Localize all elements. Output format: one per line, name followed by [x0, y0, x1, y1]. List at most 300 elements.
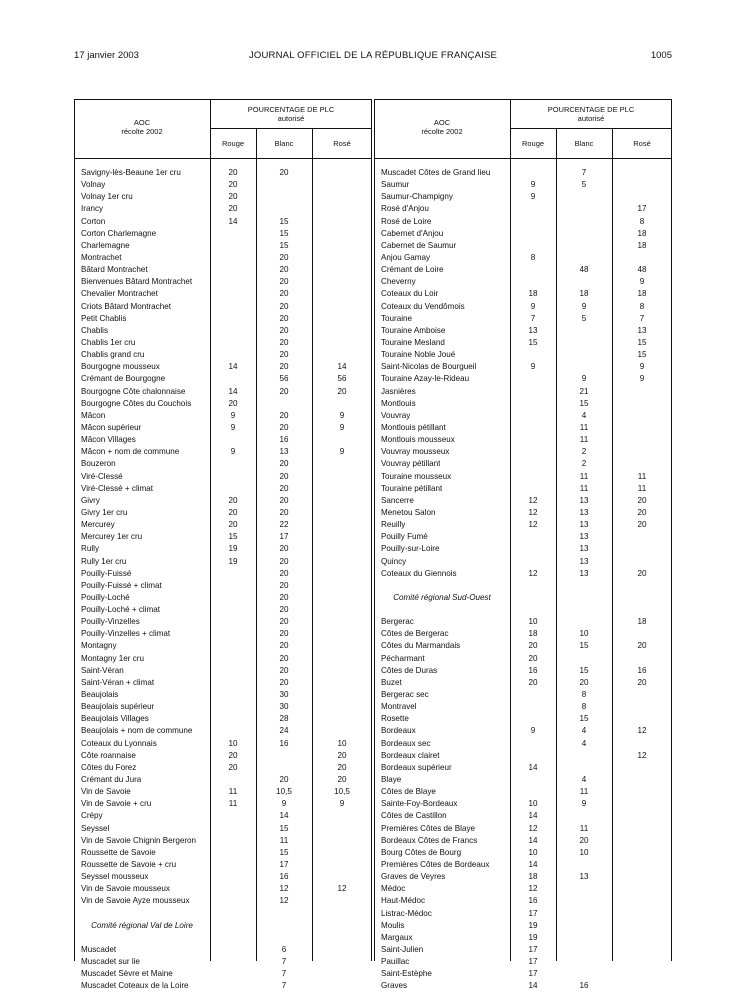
blanc-value: 20: [279, 483, 289, 493]
table-row: [74, 507, 372, 519]
table-row: [74, 288, 372, 300]
rose-value: 9: [339, 799, 345, 809]
page-header: [74, 50, 672, 64]
rouge-value: 18: [528, 629, 538, 639]
table-row: [374, 786, 672, 798]
rose-value: 14: [337, 362, 347, 372]
table-row: [74, 519, 372, 531]
blanc-value: 4: [581, 775, 587, 785]
rose-value: 15: [637, 337, 647, 347]
table-row: [374, 944, 672, 956]
aoc-name: Pouilly Fumé: [381, 532, 428, 542]
table-row: [74, 349, 372, 361]
table-row: [74, 592, 372, 604]
aoc-name: Crémant de Loire: [381, 265, 444, 275]
blanc-value: 12: [279, 896, 289, 906]
aoc-name: Chablis: [81, 325, 108, 335]
table-row: [74, 580, 372, 592]
rouge-value: 9: [530, 301, 536, 311]
blanc-value: 11: [579, 823, 589, 833]
table-row: [74, 531, 372, 543]
table-row: [74, 883, 372, 895]
aoc-name: Crémant de Bourgogne: [81, 374, 166, 384]
rouge-value: 14: [528, 762, 538, 772]
rouge-value: 11: [228, 787, 238, 797]
aoc-name: Pouilly-Fuissé: [81, 568, 132, 578]
rouge-column-header: Rouge: [521, 139, 545, 148]
table-row: [374, 640, 672, 652]
aoc-name: Vin de Savoie + cru: [81, 799, 152, 809]
aoc-name: Bordeaux sec: [381, 738, 431, 748]
blanc-value: 4: [581, 726, 587, 736]
blanc-value: 10: [579, 629, 589, 639]
aoc-name: Côtes du Marmandais: [381, 641, 461, 651]
aoc-name: Côtes de Blaye: [381, 787, 436, 797]
aoc-name: Bergerac: [381, 617, 414, 627]
table-row: [74, 847, 372, 859]
table-row: [374, 592, 672, 604]
rose-value: 17: [637, 204, 647, 214]
rose-value: 9: [639, 374, 645, 384]
blanc-value: 4: [581, 738, 587, 748]
aoc-name: Givry 1er cru: [81, 507, 128, 517]
blanc-value: 20: [279, 617, 289, 627]
table-row: [74, 920, 372, 932]
table-row: [374, 191, 672, 203]
table-row: [74, 980, 372, 992]
rose-value: 20: [637, 520, 647, 530]
rose-value: 18: [637, 228, 647, 238]
aoc-name: Chablis 1er cru: [81, 337, 136, 347]
blanc-value: 11: [579, 787, 589, 797]
rouge-value: 10: [528, 617, 538, 627]
table-row: [374, 434, 672, 446]
rouge-value: 16: [528, 665, 538, 675]
table-row: [374, 932, 672, 944]
aoc-name: Coteaux du Loir: [381, 289, 439, 299]
blanc-value: 13: [579, 556, 589, 566]
aoc-name: Seyssel mousseux: [81, 872, 149, 882]
table-row: [374, 410, 672, 422]
blanc-value: 20: [279, 277, 289, 287]
aoc-name: Touraine Amboise: [381, 325, 446, 335]
aoc-name: Rully: [81, 544, 99, 554]
table-row: [374, 604, 672, 616]
rose-value: 9: [639, 277, 645, 287]
table-row: [374, 883, 672, 895]
rouge-value: 20: [228, 192, 238, 202]
aoc-name: Sainte-Foy-Bordeaux: [381, 799, 458, 809]
blanc-value: 24: [279, 726, 289, 736]
rouge-value: 9: [530, 180, 536, 190]
blanc-value: 20: [579, 835, 589, 845]
aoc-name: Saumur-Champigny: [381, 192, 453, 202]
rose-value: 20: [637, 677, 647, 687]
aoc-name: Mâcon Villages: [81, 435, 136, 445]
table-row: [74, 835, 372, 847]
table-row: [374, 471, 672, 483]
aoc-name: Seyssel: [81, 823, 110, 833]
aoc-name: Montlouis mousseux: [381, 435, 455, 445]
blanc-value: 20: [279, 350, 289, 360]
percentage-label: POURCENTAGE DE PLC: [247, 105, 335, 114]
blanc-value: 5: [581, 180, 587, 190]
blanc-value: 20: [279, 313, 289, 323]
table-row: [74, 167, 372, 179]
rose-value: 10: [337, 738, 347, 748]
aoc-name: Rosette: [381, 714, 409, 724]
rouge-value: 14: [528, 835, 538, 845]
blanc-value: 20: [279, 653, 289, 663]
aoc-name: Givry: [81, 495, 100, 505]
aoc-name: Cabernet d'Anjou: [381, 228, 444, 238]
blanc-value: 11: [579, 471, 589, 481]
aoc-name: Savigny-lès-Beaune 1er cru: [81, 168, 181, 177]
rouge-value: 20: [228, 750, 238, 760]
table-row: [374, 373, 672, 385]
table-row: [74, 932, 372, 944]
table-row: [374, 179, 672, 191]
table-row: [74, 677, 372, 689]
table-row: [374, 895, 672, 907]
aoc-name: Premières Côtes de Blaye: [381, 823, 476, 833]
aoc-name: Saint-Julien: [381, 945, 424, 954]
aoc-name: Mâcon supérieur: [81, 422, 142, 432]
blanc-value: 15: [579, 641, 589, 651]
aoc-name: Quincy: [381, 556, 407, 566]
blanc-value: 20: [279, 410, 289, 420]
rouge-value: 14: [528, 860, 538, 870]
blanc-value: 20: [279, 495, 289, 505]
blanc-value: 20: [279, 677, 289, 687]
table-row: [74, 604, 372, 616]
aoc-label: AOC: [433, 118, 451, 127]
table-row: [374, 616, 672, 628]
table-row: [74, 738, 372, 750]
table-row: [374, 398, 672, 410]
table-row: [74, 301, 372, 313]
aoc-name: Montagny: [81, 641, 117, 651]
table-row: [74, 446, 372, 458]
rouge-value: 14: [228, 386, 238, 396]
rouge-value: 20: [228, 180, 238, 190]
aoc-name: Médoc: [381, 884, 406, 894]
blanc-value: 11: [279, 835, 289, 845]
aoc-name: Rosé d'Anjou: [381, 204, 429, 214]
header-divider: [74, 158, 372, 159]
rouge-value: 12: [528, 495, 538, 505]
table-row: [374, 301, 672, 313]
blanc-value: 20: [279, 544, 289, 554]
aoc-name: Corton Charlemagne: [81, 228, 157, 238]
table-body: [374, 167, 672, 993]
aoc-name: Bordeaux supérieur: [381, 762, 452, 772]
aoc-name: Cabernet de Saumur: [381, 240, 457, 250]
aoc-name: Montlouis pétillant: [381, 422, 446, 432]
rouge-value: 9: [530, 192, 536, 202]
aoc-name: Pouilly-Vinzelles: [81, 617, 140, 627]
table-row: [74, 810, 372, 822]
table-row: [374, 568, 672, 580]
aoc-name: Graves de Veyres: [381, 872, 446, 882]
aoc-name: Pouilly-Loché + climat: [81, 605, 160, 615]
table-row: [74, 968, 372, 980]
rouge-value: 8: [530, 252, 536, 262]
aoc-name: Saint-Estèphe: [381, 969, 432, 979]
table-row: [374, 968, 672, 980]
table-row: [374, 276, 672, 288]
table-row: [74, 179, 372, 191]
table-row: [374, 519, 672, 531]
rose-value: 20: [337, 762, 347, 772]
aoc-name: Graves: [381, 981, 408, 991]
aoc-column-header: [374, 118, 510, 136]
blanc-value: 13: [279, 447, 289, 457]
aoc-name: Irancy: [81, 204, 104, 214]
aoc-name: Roussette de Savoie: [81, 847, 156, 857]
aoc-name: Côtes de Duras: [381, 665, 438, 675]
blanc-value: 20: [279, 507, 289, 517]
table-row: [74, 762, 372, 774]
table-row: [74, 325, 372, 337]
rose-value: 20: [337, 386, 347, 396]
rose-value: 18: [637, 240, 647, 250]
aoc-name: Beaujolais supérieur: [81, 702, 155, 712]
aoc-name: Beaujolais Villages: [81, 714, 149, 724]
aoc-name: Menetou Salon: [381, 507, 436, 517]
rouge-value: 20: [528, 653, 538, 663]
aoc-name: Anjou Gamay: [381, 252, 431, 262]
blanc-value: 13: [579, 568, 589, 578]
aoc-name: Muscadet sur lie: [81, 957, 140, 967]
table-row: [74, 750, 372, 762]
table-row: [374, 337, 672, 349]
table-row: [74, 725, 372, 737]
blanc-value: 11: [579, 422, 589, 432]
table-row: [74, 956, 372, 968]
aoc-name: Montrachet: [81, 252, 122, 262]
table-row: [374, 264, 672, 276]
rouge-value: 9: [230, 422, 236, 432]
rouge-value: 11: [228, 799, 238, 809]
rouge-value: 15: [528, 337, 538, 347]
rouge-value: 20: [228, 398, 238, 408]
aoc-name: Saumur: [381, 180, 410, 190]
blanc-value: 20: [279, 641, 289, 651]
blanc-value: 20: [279, 459, 289, 469]
aoc-name: Viré-Clessé: [81, 471, 123, 481]
table-row: [74, 495, 372, 507]
rose-value: 12: [337, 884, 347, 894]
rose-column-header: Rosé: [333, 139, 351, 148]
subheader-divider: [210, 128, 372, 129]
table-row: [74, 458, 372, 470]
aoc-name: Chablis grand cru: [81, 350, 145, 360]
blanc-value: 30: [279, 690, 289, 700]
rouge-value: 14: [528, 981, 538, 991]
aoc-name: Muscadet Sèvre et Maine: [81, 969, 173, 979]
table-row: [374, 713, 672, 725]
aoc-name: Bordeaux: [381, 726, 416, 736]
blanc-value: 15: [579, 714, 589, 724]
rouge-column-header: Rouge: [221, 139, 245, 148]
blanc-value: 48: [579, 265, 589, 275]
table-row: [74, 398, 372, 410]
rouge-value: 20: [528, 677, 538, 687]
rouge-value: 18: [528, 289, 538, 299]
aoc-name: Pauillac: [381, 957, 410, 967]
aoc-name: Pouilly-Fuissé + climat: [81, 580, 162, 590]
table-row: [374, 495, 672, 507]
journal-title: JOURNAL OFFICIEL DE LA RÉPUBLIQUE FRANÇAISE: [248, 50, 498, 61]
rouge-value: 14: [228, 216, 238, 226]
blanc-value: 15: [579, 398, 589, 408]
aoc-name: Premières Côtes de Bordeaux: [381, 860, 490, 870]
rouge-value: 13: [528, 325, 538, 335]
table-row: [374, 847, 672, 859]
aoc-name: Touraine pétillant: [381, 483, 443, 493]
table-row: [74, 252, 372, 264]
aoc-name: Muscadet: [81, 945, 117, 954]
table-row: [74, 191, 372, 203]
aoc-name: Moulis: [381, 920, 405, 930]
blanc-value: 20: [279, 471, 289, 481]
table-row: [374, 956, 672, 968]
rouge-value: 12: [528, 507, 538, 517]
aoc-name: Reuilly: [381, 520, 406, 530]
table-row: [74, 410, 372, 422]
blanc-value: 13: [579, 507, 589, 517]
table-row: [374, 240, 672, 252]
aoc-name: Crémant du Jura: [81, 775, 142, 785]
rouge-value: 9: [230, 410, 236, 420]
aoc-name: Charlemagne: [81, 240, 130, 250]
table-row: [374, 313, 672, 325]
table-row: [374, 653, 672, 665]
blanc-value: 7: [281, 957, 287, 967]
aoc-name: Pouilly-Vinzelles + climat: [81, 629, 171, 639]
table-row: [74, 373, 372, 385]
blanc-value: 22: [279, 520, 289, 530]
rouge-value: 20: [228, 168, 238, 177]
aoc-name: Bourgogne Côte chalonnaise: [81, 386, 186, 396]
aoc-name: Rosé de Loire: [381, 216, 432, 226]
aoc-name: Volnay: [81, 180, 106, 190]
rose-value: 9: [639, 362, 645, 372]
blanc-value: 13: [579, 495, 589, 505]
percentage-header: [510, 105, 672, 123]
blanc-value: 11: [579, 435, 589, 445]
aoc-name: Coteaux du Vendômois: [381, 301, 465, 311]
rose-value: 9: [339, 447, 345, 457]
aoc-name: Montravel: [381, 702, 417, 712]
aoc-name: Touraine mousseux: [381, 471, 452, 481]
table-row: [374, 556, 672, 568]
rouge-value: 17: [528, 945, 538, 954]
blanc-value: 8: [581, 702, 587, 712]
blanc-value: 9: [581, 374, 587, 384]
blanc-value: 18: [579, 289, 589, 299]
aoc-name: Bâtard Montrachet: [81, 265, 148, 275]
table-row: [374, 325, 672, 337]
aoc-name: Muscadet Coteaux de la Loire: [81, 981, 189, 991]
blanc-value: 9: [581, 301, 587, 311]
aoc-name: Côtes de Castillon: [381, 811, 447, 821]
blanc-value: 20: [279, 337, 289, 347]
rouge-value: 14: [228, 362, 238, 372]
table-row: [374, 774, 672, 786]
table-row: [74, 859, 372, 871]
aoc-name: Vin de Savoie Chignin Bergeron: [81, 835, 197, 845]
rouge-value: 18: [528, 872, 538, 882]
table-row: [374, 810, 672, 822]
table-row: [374, 228, 672, 240]
table-row: [374, 167, 672, 179]
aoc-column-header: [74, 118, 210, 136]
blanc-value: 20: [279, 362, 289, 372]
rouge-value: 7: [530, 313, 536, 323]
aoc-name: Vin de Savoie mousseux: [81, 884, 170, 894]
aoc-name: Corton: [81, 216, 106, 226]
aoc-name: Cheverny: [381, 277, 416, 287]
aoc-table-left: [74, 99, 372, 991]
table-row: [374, 628, 672, 640]
table-row: [74, 313, 372, 325]
harvest-label: récolte 2002: [421, 127, 463, 136]
header-date: 17 janvier 2003: [74, 50, 139, 61]
aoc-name: Muscadet Côtes de Grand lieu: [381, 168, 491, 177]
table-row: [74, 276, 372, 288]
aoc-name: Roussette de Savoie + cru: [81, 860, 177, 870]
table-row: [374, 689, 672, 701]
aoc-name: Vouvray mousseux: [381, 447, 450, 457]
table-row: [74, 361, 372, 373]
blanc-value: 10: [579, 847, 589, 857]
blanc-value: 13: [579, 544, 589, 554]
aoc-name: Vouvray pétillant: [381, 459, 441, 469]
authorized-label: autorisé: [277, 114, 305, 123]
table-row: [74, 701, 372, 713]
rose-value: 56: [337, 374, 347, 384]
rouge-value: 9: [530, 726, 536, 736]
rouge-value: 19: [528, 932, 538, 942]
blanc-value: 15: [579, 665, 589, 675]
blanc-value: 13: [579, 872, 589, 882]
table-row: [74, 798, 372, 810]
aoc-name: Côtes de Bergerac: [381, 629, 449, 639]
blanc-value: 15: [279, 823, 289, 833]
blanc-value: 7: [281, 981, 287, 991]
table-row: [74, 944, 372, 956]
blanc-value: 4: [581, 410, 587, 420]
table-row: [74, 543, 372, 555]
table-row: [74, 871, 372, 883]
table-row: [374, 203, 672, 215]
table-row: [74, 228, 372, 240]
aoc-name: Beaujolais + nom de commune: [81, 726, 193, 736]
rouge-value: 20: [228, 520, 238, 530]
rose-value: 20: [337, 775, 347, 785]
aoc-name: Bourgogne mousseux: [81, 362, 160, 372]
blanc-value: 9: [581, 799, 587, 809]
table-row: [374, 422, 672, 434]
aoc-name: Pouilly-Loché: [81, 592, 130, 602]
table-row: [74, 483, 372, 495]
rouge-value: 19: [228, 556, 238, 566]
aoc-name: Mâcon: [81, 410, 106, 420]
blanc-value: 2: [581, 459, 587, 469]
table-row: [74, 471, 372, 483]
